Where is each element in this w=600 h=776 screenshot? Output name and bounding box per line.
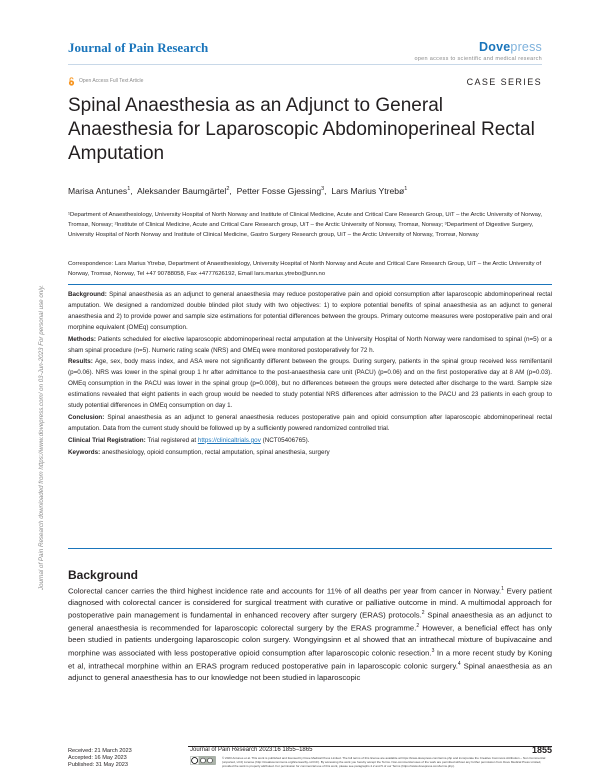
publisher-tagline: open access to scientific and medical research bbox=[414, 56, 542, 62]
body-sentence: However, a beneficial effect has only been studied in patients undergoing laparoscopic colon surgery. Wongyingsinn et al showed that an intrathecal mixture of bupivacaine and morphine was associated with less postoperative opioid consumption after laparoscopic colonic resection. bbox=[68, 623, 552, 658]
body-sentence: In a more recent study by Koning et al, intrathecal morphine within an ERAS program reduced postoperative pain in laparoscopic colonic surgery. bbox=[68, 648, 553, 671]
author-list: Marisa Antunes$^1$, Aleksander Baumgärtel$^2$, Petter Fosse Gjessing$^3$, Lars Marius Ytrebø$^1$ bbox=[68, 186, 408, 196]
abstract bbox=[68, 290, 552, 460]
creative-commons-icon bbox=[190, 756, 216, 765]
article-type: CASE SERIES bbox=[466, 77, 542, 87]
section-heading: Background bbox=[68, 568, 139, 582]
abstract-background bbox=[68, 290, 552, 334]
body-sentence: Spinal anaesthesia as an adjunct to general anaesthesia is recommended for laparoscopic colorectal surgery by the ERAS programme. bbox=[68, 610, 552, 633]
abstract-label: Clinical Trial Registration: bbox=[68, 436, 146, 444]
published-date: Published: 31 May 2023 bbox=[68, 762, 129, 768]
correspondence: Correspondence: Lars Marius Ytrebø, Department of Anaesthesiology, University Hospital of North Norway and Acute and Critical Care Research Group, UiT – the Arctic University of Norway, Tromsø, Norway, Tel +47 90788058, Fax +4777626192, Email lars.marius.ytrebo@unn.no bbox=[68, 261, 542, 278]
affiliations: ¹Department of Anaesthesiology, University Hospital of North Norway and Institute of Clinical Medicine, Acute and Critical Care Research Group, UiT – the Arctic University of Norway, Tromsø, Norway; ²Institute of Clinical Medicine, Acute and Critical Care Research group, UiT – the Arctic University of Norway, Tromsø, Norway; ³Department of Digestive Surgery, University Hospital of North Norway and Institute of Clinical Medicine, Gastro Surgery Research group, UiT – the Arctic University of Norway, Tromsø, Norway bbox=[68, 212, 543, 239]
received-date: Received: 21 March 2023 bbox=[68, 748, 132, 754]
abstract-text: Spinal anaesthesia as an adjunct to general anaesthesia may reduce postoperative pain and opioid consumption after laparoscopic abdominoperineal rectal amputation. We designed a randomized double blinded pilot study with two objectives: 1) to explore potential benefits of spinal anaesthesia as an adjunct to general anaesthesia and 2) to provide power and sample size estimations for potential differences between the groups. Primary outcome measures were postoperative pain and oral morphine equivalent (OMEq) consumption. bbox=[68, 291, 553, 331]
clinicaltrials-link[interactable]: https://clinicaltrials.gov bbox=[197, 436, 261, 444]
body-text bbox=[68, 584, 552, 683]
abstract-conclusion bbox=[68, 413, 552, 435]
publisher-logo bbox=[479, 40, 542, 54]
author-affil-sup: 1 bbox=[127, 186, 131, 193]
accepted-date: Accepted: 16 May 2023 bbox=[68, 755, 127, 761]
journal-citation: Journal of Pain Research 2023:16 1855–1865 bbox=[190, 747, 313, 753]
author-name: Lars Marius Ytrebø bbox=[331, 186, 405, 196]
citation-ref[interactable]: 4 bbox=[457, 660, 461, 667]
publisher-sub: press bbox=[510, 40, 542, 54]
open-access-label: Open Access Full Text Article bbox=[79, 78, 144, 84]
abstract-results bbox=[68, 357, 552, 412]
body-sentence: Spinal anaesthesia as an adjunct to general anaesthesia has to our knowledge not been studied in laparoscopic bbox=[68, 661, 552, 682]
header-rule bbox=[68, 64, 542, 65]
download-side-note bbox=[36, 170, 45, 590]
license-text: © 2023 Antunes et al. This work is published and licensed by Dove Medical Press Limited. The full terms of this license are available at https://www.dovepress.com/terms.php and incorporate the Creative Commons Attribution – Non Commercial (unported, v3.0) License (http://creativecommons.org/licenses/by-nc/3.0/). By accessing the work you hereby accept the Terms. Non-commercial uses of the work are permitted without any further permission from Dove Medical Press Limited, provided the work is properly attributed. For permission for commercial use of this work, please see paragraphs 4.2 and 5 of our Terms (https://www.dovepress.com/terms.php). bbox=[222, 756, 546, 768]
author-name: Aleksander Baumgärtel bbox=[137, 186, 227, 196]
abstract-text: (NCT05406765). bbox=[262, 436, 310, 444]
abstract-text: Spinal anaesthesia as an adjunct to general anaesthesia reduces postoperative pain and opioid consumption after laparoscopic abdominoperineal rectal amputation. Data from the current study should be followed up by a sufficiently powered randomized controlled trial. bbox=[68, 413, 552, 432]
abstract-label: Conclusion: bbox=[68, 413, 105, 421]
journal-name: Journal of Pain Research bbox=[68, 40, 209, 55]
open-access-icon bbox=[68, 77, 75, 86]
author-name: Petter Fosse Gjessing bbox=[236, 186, 322, 196]
page-number: 1855 bbox=[531, 745, 552, 755]
abstract-label: Keywords: bbox=[68, 448, 101, 456]
citation-ref[interactable]: 2 bbox=[421, 610, 425, 617]
side-note-text: Journal of Pain Research downloaded from https://www.dovepress.com/ on 03-Jun-2023 For personal use only. bbox=[38, 285, 45, 590]
abstract-label: Background: bbox=[68, 291, 107, 298]
article-title: Spinal Anaesthesia as an Adjunct to General Anaesthesia for Laparoscopic Abdominoperineal Rectal Amputation bbox=[68, 95, 535, 164]
citation-ref[interactable]: 3 bbox=[431, 647, 435, 654]
article-dates bbox=[68, 748, 132, 769]
citation-ref[interactable]: 2 bbox=[416, 623, 420, 630]
author-affil-sup: 3 bbox=[321, 186, 325, 193]
abstract-methods bbox=[68, 335, 552, 357]
abstract-bottom-rule bbox=[68, 548, 552, 549]
abstract-text: Age, sex, body mass index, and ASA were not significantly different between the groups. During surgery, patients in the spinal group received less remifentanil (p=0.06). NRS was lower in the spinal group 1 hr after admittance to the post-anaesthesia care unit (PACU) (p=0.06) and on the first postoperative day at 8 AM (p=0.03). OMEq consumption in the PACU was lower in the spinal group (p=0.008), but no differences between the groups were detected after discharge to the ward. Sample size estimations revealed that eight patients in each group would be needed to study potential NRS differences after admission to the PACU and 23 patients in each group to study potential differences in OMEq consumption on day 1. bbox=[68, 358, 552, 410]
body-sentence: Colorectal cancer carries the third highest incidence rate and accounts for 11% of all deaths per year from cancer in Norway. bbox=[68, 586, 502, 596]
abstract-trial bbox=[68, 436, 552, 447]
abstract-keywords bbox=[68, 448, 552, 459]
abstract-text: anesthesiology, opioid consumption, rectal amputation, spinal anesthesia, surgery bbox=[101, 448, 330, 456]
abstract-top-rule bbox=[68, 284, 552, 285]
abstract-text: Patients scheduled for elective laparoscopic abdominoperineal rectal amputation at the University Hospital of North Norway were randomised to spinal (n=5) or a sham spinal procedure (n=5). Numeric rating scale (NRS) and OMEq were monitored postoperatively for 72 h. bbox=[68, 335, 552, 354]
author-name: Marisa Antunes bbox=[68, 186, 128, 196]
abstract-label: Methods: bbox=[68, 335, 96, 343]
author-affil-sup: 2 bbox=[226, 186, 230, 193]
body-sentence: Every patient diagnosed with colorectal cancer is considered for surgical treatment with curative or palliative outcome in mind. A multimodal approach for postoperative pain management is fundamental in enhanced recovery after surgery (ERAS) protocols. bbox=[68, 586, 552, 620]
author-affil-sup: 1 bbox=[404, 186, 408, 193]
citation-ref[interactable]: 1 bbox=[501, 586, 504, 592]
abstract-label: Results: bbox=[68, 358, 93, 366]
abstract-text: Trial registered at bbox=[147, 436, 197, 444]
publisher-main: Dove bbox=[479, 40, 511, 54]
